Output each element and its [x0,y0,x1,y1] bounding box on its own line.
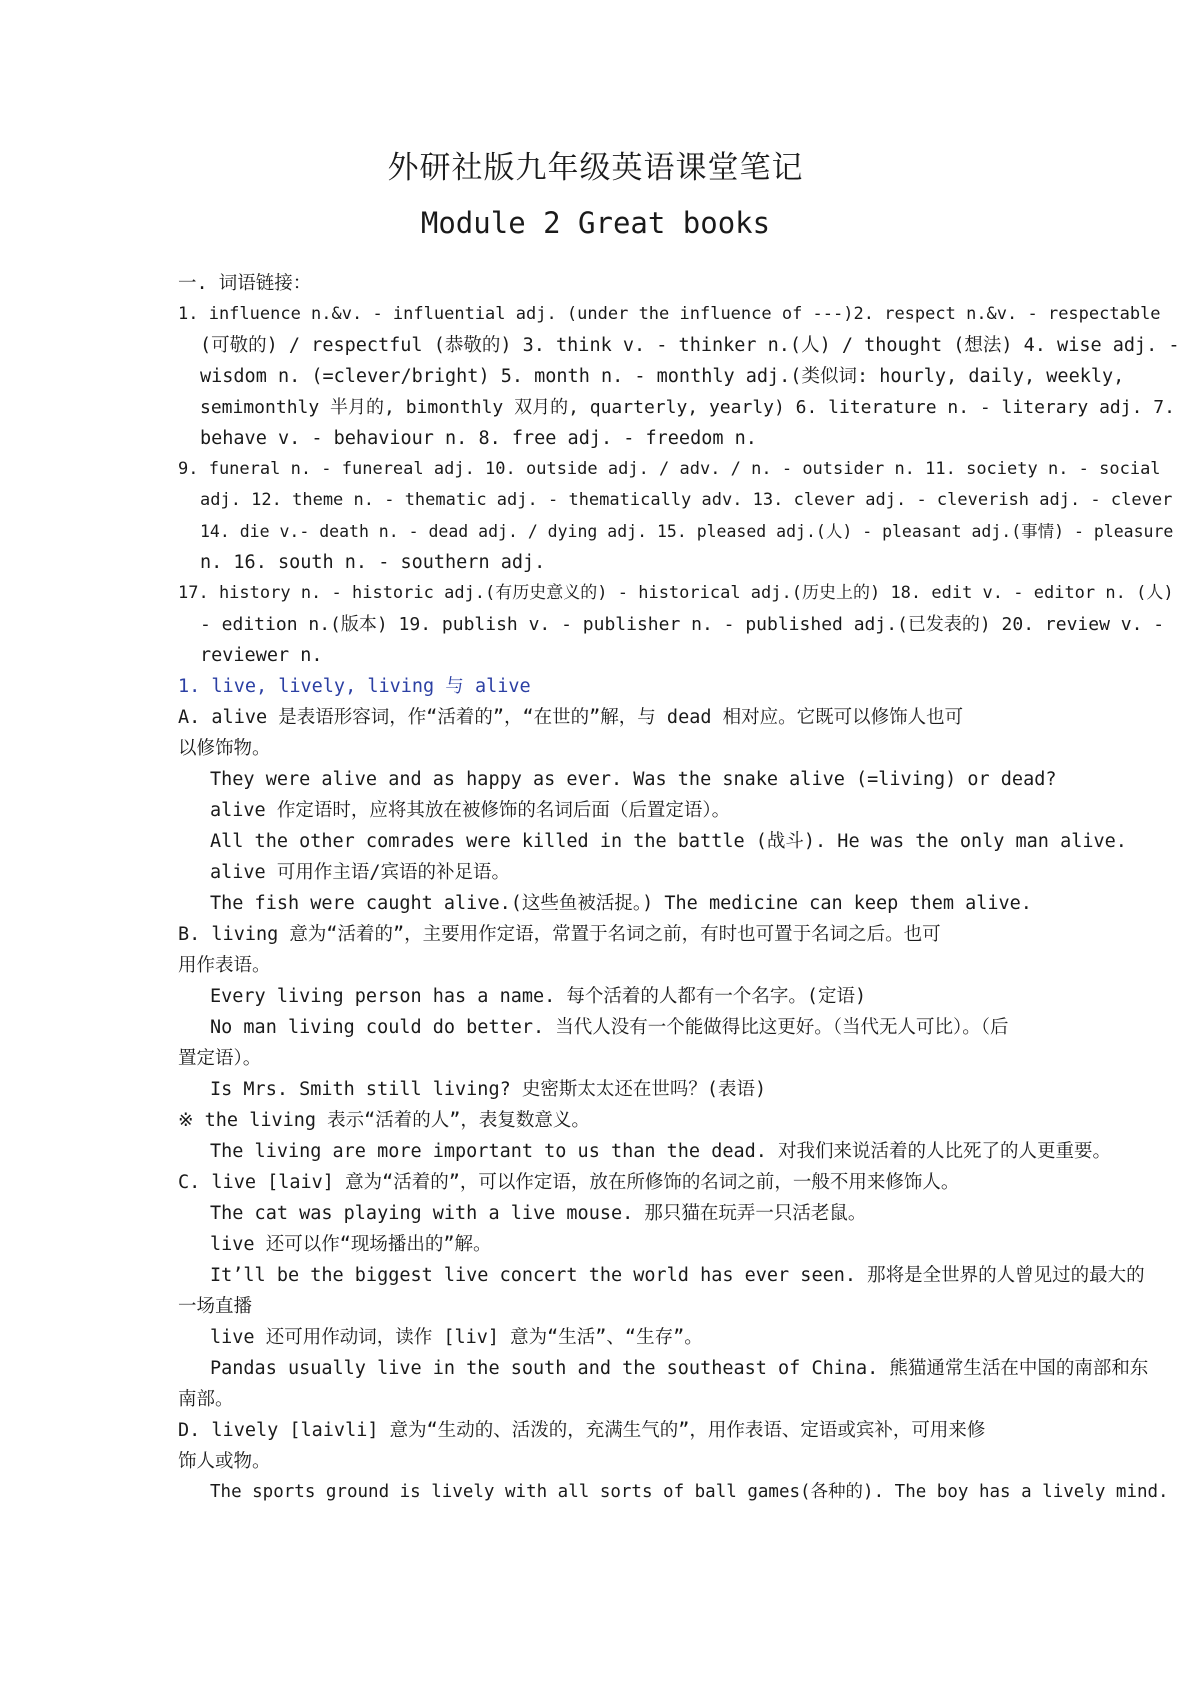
note-line: wisdom n. (=clever/bright) 5. month n. - monthly adj.(类似词: hourly, daily, weekly, [200,366,1125,387]
note-line: alive 可用作主语/宾语的补足语。 [210,862,510,883]
note-line: 9. funeral n. - funereal adj. 10. outside adj. / adv. / n. - outsider n. 11. society n. - social [178,459,1161,479]
note-line: live 还可以作“现场播出的”解。 [210,1234,492,1255]
note-line: (可敬的) / respectful (恭敬的) 3. think v. - thinker n.(人) / thought (想法) 4. wise adj. - [200,335,1180,356]
section-heading: 1. live, lively, living 与 alive [178,676,531,697]
note-line: 用作表语。 [178,955,271,976]
note-line: The cat was playing with a live mouse. 那只猫在玩弄一只活老鼠。 [210,1203,867,1224]
note-line: adj. 12. theme n. - thematic adj. - thematically adv. 13. clever adj. - cleverish adj. - clever [200,490,1173,510]
note-line: No man living could do better. 当代人没有一个能做得比这更好。（当代无人可比）。（后 [210,1017,1009,1038]
note-line: 17. history n. - historic adj.(有历史意义的) - historical adj.(历史上的) 18. edit v. - editor n. (人) [178,583,1174,603]
note-line: D. lively [laivli] 意为“生动的、活泼的，充满生气的”，用作表语、定语或宾补，可用来修 [178,1420,986,1441]
module-title: Module 2 Great books [420,206,771,240]
note-line: 一场直播 [178,1296,253,1317]
note-line: The sports ground is lively with all sorts of ball games(各种的). The boy has a lively mind. [210,1482,1169,1502]
note-line: - edition n.(版本) 19. publish v. - publisher n. - published adj.(已发表的) 20. review v. - [200,614,1165,635]
note-line: reviewer n. [200,645,323,666]
note-line: They were alive and as happy as ever. Was the snake alive (=living) or dead? [210,769,1057,790]
note-line: All the other comrades were killed in the battle (战斗). He was the only man alive. [210,831,1127,852]
note-line: It’ll be the biggest live concert the world has ever seen. 那将是全世界的人曾见过的最大的 [210,1265,1145,1286]
note-line: 南部。 [178,1389,234,1410]
note-line: 以修饰物。 [178,738,271,759]
note-line: C. live [laiv] 意为“活着的”，可以作定语，放在所修饰的名词之前，一般不用来修饰人。 [178,1172,960,1193]
note-line: alive 作定语时，应将其放在被修饰的名词后面（后置定语）。 [210,800,731,821]
note-line: 一. 词语链接： [178,273,312,294]
note-line: live 还可用作动词，读作 [liv] 意为“生活”、“生存”。 [210,1327,703,1348]
note-line: B. living 意为“活着的”，主要用作定语，常置于名词之前，有时也可置于名词之后。也可 [178,924,941,945]
note-line: ※ the living 表示“活着的人”，表复数意义。 [178,1110,590,1131]
note-line: semimonthly 半月的, bimonthly 双月的, quarterly, yearly) 6. literature n. - literary adj. 7. [200,397,1175,418]
note-line: The living are more important to us than the dead. 对我们来说活着的人比死了的人更重要。 [210,1141,1112,1162]
note-line: 置定语）。 [178,1048,262,1069]
note-line: A. alive 是表语形容词，作“活着的”，“在世的”解，与 dead 相对应。它既可以修饰人也可 [178,707,964,728]
note-line: 饰人或物。 [178,1451,271,1472]
note-line: 1. influence n.&v. - influential adj. (under the influence of ---)2. respect n.&v. - respectable [178,304,1161,324]
document-title: 外研社版九年级英语课堂笔记 [387,150,804,186]
note-line: behave v. - behaviour n. 8. free adj. - freedom n. [200,428,757,449]
note-line: Every living person has a name. 每个活着的人都有一个名字。(定语) [210,986,867,1007]
notes-body [178,268,1178,1508]
note-line: Pandas usually live in the south and the southeast of China. 熊猫通常生活在中国的南部和东 [210,1358,1149,1379]
note-line: 14. die v.- death n. - dead adj. / dying adj. 15. pleased adj.(人) - pleasant adj.(事情) - pleasure [200,522,1174,541]
note-line: n. 16. south n. - southern adj. [200,552,546,573]
note-line: Is Mrs. Smith still living? 史密斯太太还在世吗？(表语) [210,1079,767,1100]
note-line: The fish were caught alive.(这些鱼被活捉。) The medicine can keep them alive. [210,893,1032,914]
